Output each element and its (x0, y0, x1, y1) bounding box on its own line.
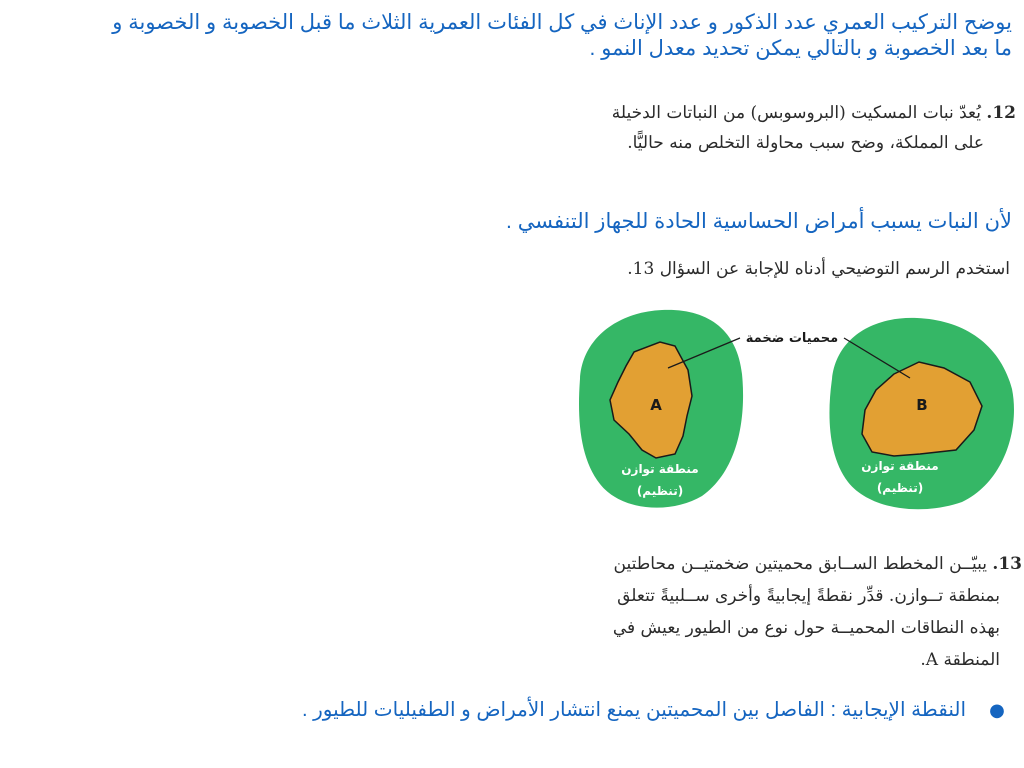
reserves-diagram (572, 304, 1022, 514)
question-13-line-3: بهذه النطاقات المحميــة حول نوع من الطيور يعيش في (612, 618, 1000, 638)
reserve-b-letter: B (916, 396, 928, 414)
question-13-number: 13. (992, 554, 1022, 574)
question-13-line-2: بمنطقة تــوازن. قدِّر نقطةً إيجابيةً وأخرى ســلبيةً تتعلق (617, 586, 1000, 606)
question-13-line-4: المنطقة A. (920, 650, 1000, 670)
question-12-text-1: يُعدّ نبات المسكيت (البروسوبس) من النباتات الدخيلة (611, 103, 981, 123)
answer-age-structure-line-1: يوضح التركيب العمري عدد الذكور و عدد الإناث في كل الفئات العمرية الثلاث ما قبل الخصوبة و الخصوبة و (112, 11, 1012, 34)
question-12-line-2: على المملكة، وضح سبب محاولة التخلص منه حاليًّا. (627, 133, 984, 153)
buffer-left-label-1: منطقة توازن (621, 462, 699, 476)
question-13-line-1 (552, 548, 1022, 580)
bullet-icon: ● (989, 699, 1005, 721)
question-12-number: 12. (986, 103, 1016, 123)
buffer-left-label-2: (تنظيم) (636, 484, 684, 498)
buffer-right-label-2: (تنظيم) (876, 481, 924, 495)
question-12-line-1 (496, 98, 1016, 128)
question-12 (496, 98, 1016, 158)
reserve-a-letter: A (650, 396, 662, 414)
question-13 (552, 548, 1022, 676)
buffer-right-label-1: منطقة توازن (861, 459, 939, 473)
answer-13-text: النقطة الإيجابية : الفاصل بين المحميتين يمنع انتشار الأمراض و الطفيليات للطيور . (301, 699, 966, 721)
instruction-13: استخدم الرسم التوضيحي أدناه للإجابة عن السؤال 13. (627, 259, 1010, 279)
question-13-text-1: يبيّــن المخطط الســابق محميتين ضخمتيــن محاطتين (613, 554, 987, 574)
reserves-label: محميات ضخمة (745, 331, 839, 346)
answer-12: لأن النبات يسبب أمراض الحساسية الحادة للجهاز التنفسي . (506, 210, 1012, 233)
answer-age-structure (7, 10, 1012, 62)
answer-age-structure-line-2: ما بعد الخصوبة و بالتالي يمكن تحديد معدل النمو . (589, 37, 1012, 60)
answer-13-item (16, 697, 1006, 723)
